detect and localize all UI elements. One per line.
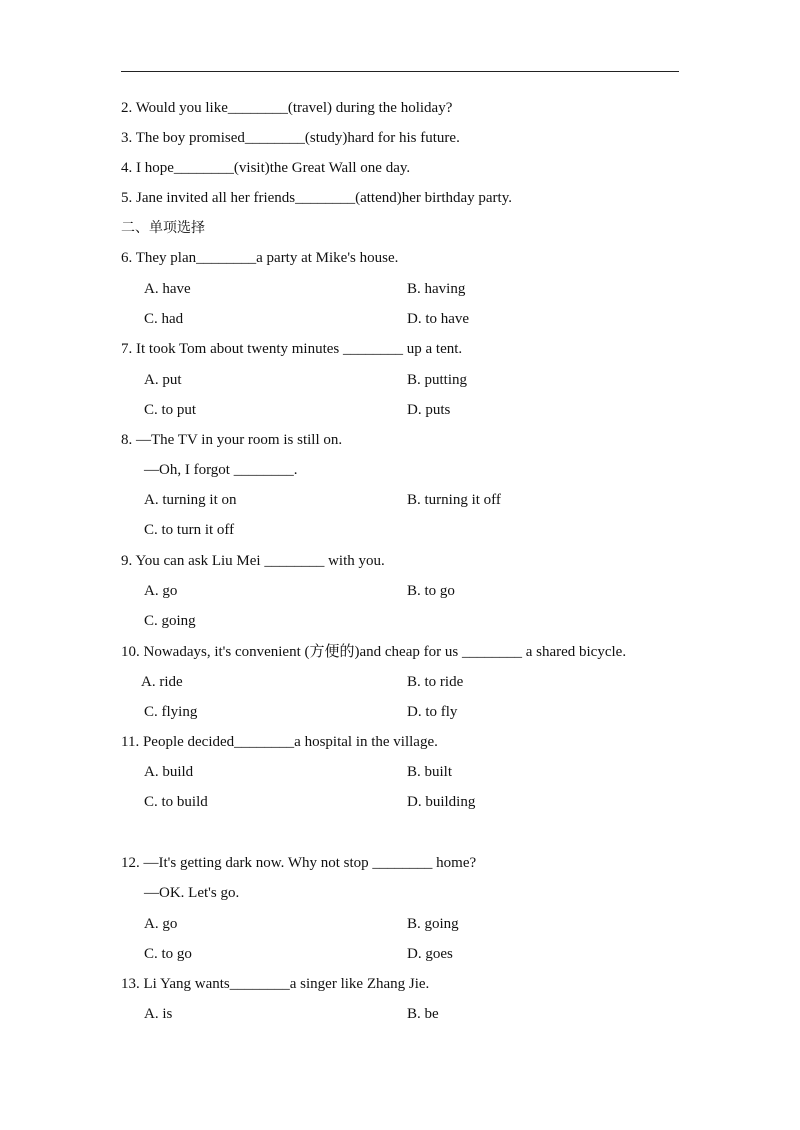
option-b: B. to go xyxy=(407,583,455,599)
option-c: C. to build xyxy=(144,794,208,810)
option-c: C. going xyxy=(144,613,196,629)
option-b: B. having xyxy=(407,281,466,297)
fill-in-item-2: 2. Would you like________(travel) during the holiday? xyxy=(121,100,453,116)
option-c: C. flying xyxy=(144,704,198,720)
option-d: D. to fly xyxy=(407,704,458,720)
option-d: D. puts xyxy=(407,402,451,418)
option-c: C. to put xyxy=(144,402,197,418)
fill-in-item-4: 4. I hope________(visit)the Great Wall one day. xyxy=(121,160,411,176)
question-stem: 11. People decided________a hospital in the village. xyxy=(121,734,438,750)
option-d: D. goes xyxy=(407,946,453,962)
question-stem-line-2: —Oh, I forgot ________. xyxy=(144,462,298,478)
option-a: A. have xyxy=(144,281,191,297)
question-stem: 9. You can ask Liu Mei ________ with you. xyxy=(121,553,385,569)
option-b: B. be xyxy=(407,1006,439,1022)
question-stem: 10. Nowadays, it's convenient (方便的)and cheap for us ________ a shared bicycle. xyxy=(121,644,627,660)
option-a: A. go xyxy=(144,916,178,932)
option-a: A. is xyxy=(144,1006,173,1022)
option-a: A. go xyxy=(144,583,178,599)
question-stem: 13. Li Yang wants________a singer like Zhang Jie. xyxy=(121,976,430,992)
fill-in-item-5: 5. Jane invited all her friends________(attend)her birthday party. xyxy=(121,190,512,206)
option-b: B. going xyxy=(407,916,459,932)
question-stem-line-2: —OK. Let's go. xyxy=(144,885,240,901)
section-title: 二、单项选择 xyxy=(121,220,205,236)
option-a: A. ride xyxy=(141,674,183,690)
option-a: A. put xyxy=(144,372,182,388)
option-b: B. to ride xyxy=(407,674,464,690)
option-c: C. to turn it off xyxy=(144,522,235,538)
question-stem: 8. —The TV in your room is still on. xyxy=(121,432,343,448)
option-b: B. putting xyxy=(407,372,468,388)
question-stem: 7. It took Tom about twenty minutes ________ up a tent. xyxy=(121,341,463,357)
question-stem: 6. They plan________a party at Mike's house. xyxy=(121,250,399,266)
fill-in-item-3: 3. The boy promised________(study)hard for his future. xyxy=(121,130,460,146)
question-stem: 12. —It's getting dark now. Why not stop ________ home? xyxy=(121,855,477,871)
option-a: A. turning it on xyxy=(144,492,237,508)
option-b: B. turning it off xyxy=(407,492,501,508)
option-a: A. build xyxy=(144,764,194,780)
option-d: D. to have xyxy=(407,311,470,327)
option-b: B. built xyxy=(407,764,453,780)
header-rule xyxy=(121,71,679,72)
option-d: D. building xyxy=(407,794,476,810)
option-c: C. had xyxy=(144,311,184,327)
option-c: C. to go xyxy=(144,946,192,962)
